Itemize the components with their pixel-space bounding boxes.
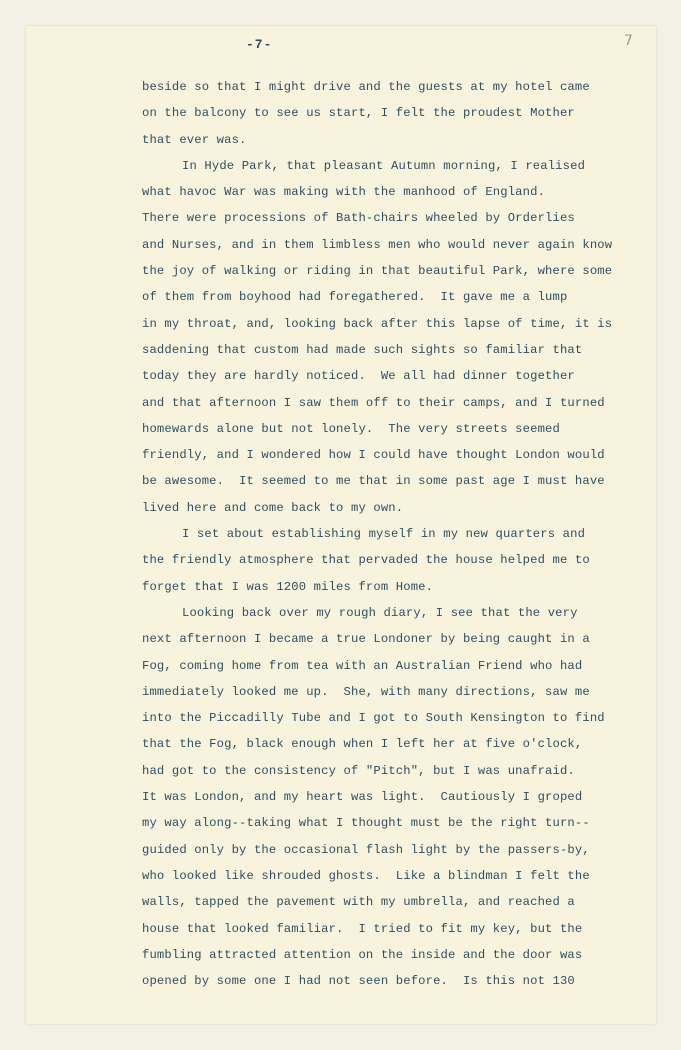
text-line: and Nurses, and in them limbless men who would never again know (142, 237, 613, 252)
body-text (142, 74, 642, 994)
text-line: friendly, and I wondered how I could have thought London would (142, 448, 605, 463)
text-line: homewards alone but not lonely. The very streets seemed (142, 421, 560, 436)
text-line: next afternoon I became a true Londoner by being caught in a (142, 632, 590, 647)
text-line: today they are hardly noticed. We all had dinner together (142, 369, 575, 384)
text-line: into the Piccadilly Tube and I got to South Kensington to find (142, 711, 605, 726)
text-line: beside so that I might drive and the guests at my hotel came (142, 80, 590, 94)
text-line: of them from boyhood had foregathered. It gave me a lump (142, 290, 568, 305)
text-line: who looked like shrouded ghosts. Like a blindman I felt the (142, 868, 590, 883)
text-line: be awesome. It seemed to me that in some past age I must have (142, 474, 605, 489)
text-line: forget that I was 1200 miles from Home. (142, 579, 434, 594)
text-line: walls, tapped the pavement with my umbrella, and reached a (142, 895, 575, 910)
text-line: had got to the consistency of "Pitch", but I was unafraid. (142, 763, 575, 778)
text-line: fumbling attracted attention on the inside and the door was (142, 947, 583, 962)
handwritten-page-mark: 7 (624, 33, 633, 49)
text-line: Fog, coming home from tea with an Australian Friend who had (142, 658, 583, 673)
text-line: and that afternoon I saw them off to their camps, and I turned (142, 395, 605, 410)
text-line: that the Fog, black enough when I left her at five o'clock, (142, 737, 583, 752)
text-line: Looking back over my rough diary, I see that the very (182, 605, 578, 620)
text-line: opened by some one I had not seen before. Is this not 130 (142, 974, 575, 989)
page-number: -7- (246, 37, 273, 52)
text-line: what havoc War was making with the manhood of England. (142, 185, 546, 200)
text-line: that ever was. (142, 132, 247, 147)
text-line: house that looked familiar. I tried to fit my key, but the (142, 921, 583, 936)
text-line: guided only by the occasional flash light by the passers-by, (142, 842, 590, 857)
text-line: saddening that custom had made such sights so familiar that (142, 342, 583, 357)
text-line: immediately looked me up. She, with many directions, saw me (142, 684, 590, 699)
text-line: the friendly atmosphere that pervaded the house helped me to (142, 553, 590, 568)
text-line: There were processions of Bath-chairs wheeled by Orderlies (142, 211, 575, 226)
text-line: It was London, and my heart was light. Cautiously I groped (142, 790, 583, 805)
text-line: my way along--taking what I thought must be the right turn-- (142, 816, 590, 831)
text-line: in my throat, and, looking back after this lapse of time, it is (142, 316, 613, 331)
text-line: I set about establishing myself in my new quarters and (182, 527, 586, 542)
text-line: In Hyde Park, that pleasant Autumn morning, I realised (182, 158, 586, 173)
text-line: lived here and come back to my own. (142, 500, 404, 515)
typewritten-page (26, 26, 656, 1024)
text-line: the joy of walking or riding in that beautiful Park, where some (142, 264, 613, 279)
text-line: on the balcony to see us start, I felt the proudest Mother (142, 106, 575, 121)
